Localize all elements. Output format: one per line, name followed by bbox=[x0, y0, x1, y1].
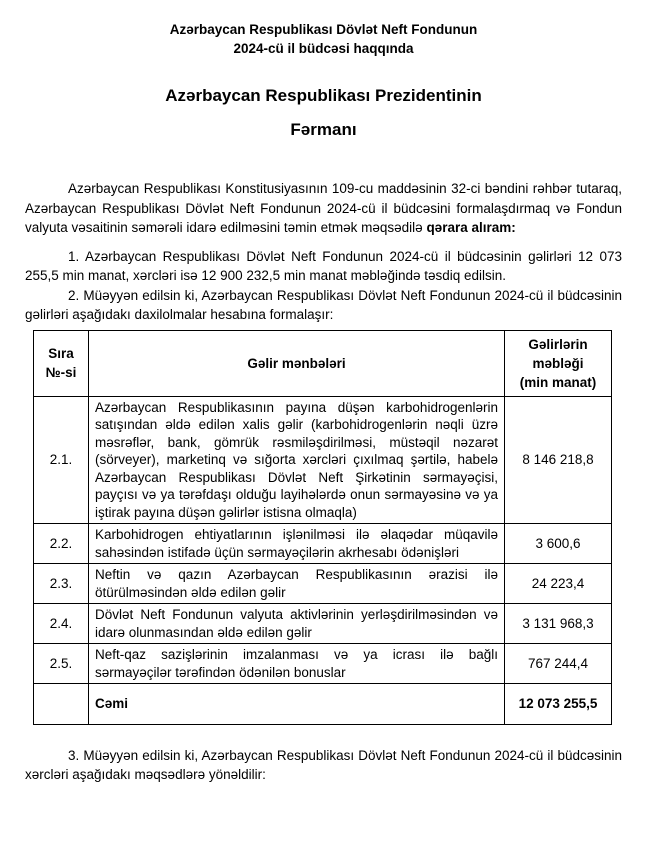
row-source: Neft-qaz sazişlərinin imzalanması və ya icrası ilə bağlı sərmayəçilər tərəfindən ödənilən bonuslar bbox=[89, 644, 505, 684]
intro-text: Azərbaycan Respublikası Konstitusiyasının 109-cu maddəsinin 32-ci bəndini rəhbər tutaraq, Azərbaycan Respublikası Dövlət Neft Fondunun 2024-cü il büdcəsini formalaşdırmaq və Fondun valyuta vəsaitinin səmərəli idarə edilməsini təmin etmək məqsədilə bbox=[25, 181, 622, 235]
table-row bbox=[34, 604, 612, 644]
col-header-row-number-line1: Sıra bbox=[48, 346, 74, 361]
doc-subject-title bbox=[25, 20, 622, 58]
row-source: Azərbaycan Respublikasının payına düşən karbohidrogenlərin satışından əldə edilən xalis gəlir (karbohidrogenlərin nəqli üzrə məsrəflər, bank, gömrük rəsmiləşdirilməsi, müstəqil nəzarət (sörveyer), marketinq və sığorta xərcləri çıxılmaq şərtilə, habelə Azərbaycan Respublikası Dövlət Neft Şirkətinin sərmayəçisi, payçısı və ya tərəfdaşı olduğu layihələrdə onun sərmayəsinə və ya iştirak payına düşən gəlirlər istisna olmaqla) bbox=[89, 396, 505, 524]
doc-subject-line1: Azərbaycan Respublikası Dövlət Neft Fondunun bbox=[169, 22, 478, 37]
table-row bbox=[34, 396, 612, 524]
doctype-heading: Fərmanı bbox=[290, 120, 357, 139]
col-header-amount-line2: məbləği bbox=[532, 355, 584, 371]
revenue-table bbox=[33, 330, 612, 725]
row-number: 2.2. bbox=[34, 524, 89, 564]
decree-item-2: 2. Müəyyən edilsin ki, Azərbaycan Respublikası Dövlət Neft Fondunun 2024-cü il büdcəsinin gəlirləri aşağıdakı daxilolmalar hesabına formalaşır: bbox=[25, 287, 622, 322]
row-number: 2.3. bbox=[34, 564, 89, 604]
total-label: Cəmi bbox=[89, 684, 505, 725]
issuer-heading: Azərbaycan Respublikası Prezidentinin bbox=[165, 86, 482, 105]
total-row-empty-cell bbox=[34, 684, 89, 725]
row-number: 2.1. bbox=[34, 396, 89, 524]
intro-paragraph bbox=[25, 179, 622, 238]
total-amount: 12 073 255,5 bbox=[505, 684, 612, 725]
table-row bbox=[34, 564, 612, 604]
doc-subject-line2: 2024-cü il büdcəsi haqqında bbox=[233, 41, 414, 56]
row-amount: 3 131 968,3 bbox=[505, 604, 612, 644]
row-amount: 8 146 218,8 bbox=[505, 396, 612, 524]
col-header-row-number bbox=[34, 330, 89, 396]
row-number: 2.5. bbox=[34, 644, 89, 684]
row-number: 2.4. bbox=[34, 604, 89, 644]
table-total-row bbox=[34, 684, 612, 725]
col-header-source: Gəlir mənbələri bbox=[89, 330, 505, 396]
row-source: Karbohidrogen ehtiyatlarının işlənilməsi ilə əlaqədar müqavilə sahəsindən istifadə üçün sərmayəçilərin akrhesabı ödənişləri bbox=[89, 524, 505, 564]
row-amount: 24 223,4 bbox=[505, 564, 612, 604]
table-header-row bbox=[34, 330, 612, 396]
decree-item-3: 3. Müəyyən edilsin ki, Azərbaycan Respublikası Dövlət Neft Fondunun 2024-cü il büdcəsinin xərcləri aşağıdakı məqsədlərə yönəldilir: bbox=[25, 747, 622, 782]
col-header-amount-line3: (min manat) bbox=[519, 374, 597, 390]
col-header-amount-line1: Gəlirlərin bbox=[528, 336, 588, 352]
intro-decision-phrase: qərara alıram: bbox=[426, 220, 516, 235]
decree-item-1: 1. Azərbaycan Respublikası Dövlət Neft Fondunun 2024-cü il büdcəsinin gəlirləri 12 073 255,5 min manat, xərcləri isə 12 900 232,5 min manat məbləğində təsdiq edilsin. bbox=[25, 248, 622, 283]
col-header-row-number-line2: №-si bbox=[45, 365, 77, 380]
row-source: Dövlət Neft Fondunun valyuta aktivlərinin yerləşdirilməsindən və idarə olunmasından əldə edilən gəlir bbox=[89, 604, 505, 644]
table-row bbox=[34, 644, 612, 684]
row-amount: 3 600,6 bbox=[505, 524, 612, 564]
col-header-amount bbox=[505, 330, 612, 396]
row-amount: 767 244,4 bbox=[505, 644, 612, 684]
row-source: Neftin və qazın Azərbaycan Respublikasının ərazisi ilə ötürülməsindən əldə edilən gəlir bbox=[89, 564, 505, 604]
table-row bbox=[34, 524, 612, 564]
